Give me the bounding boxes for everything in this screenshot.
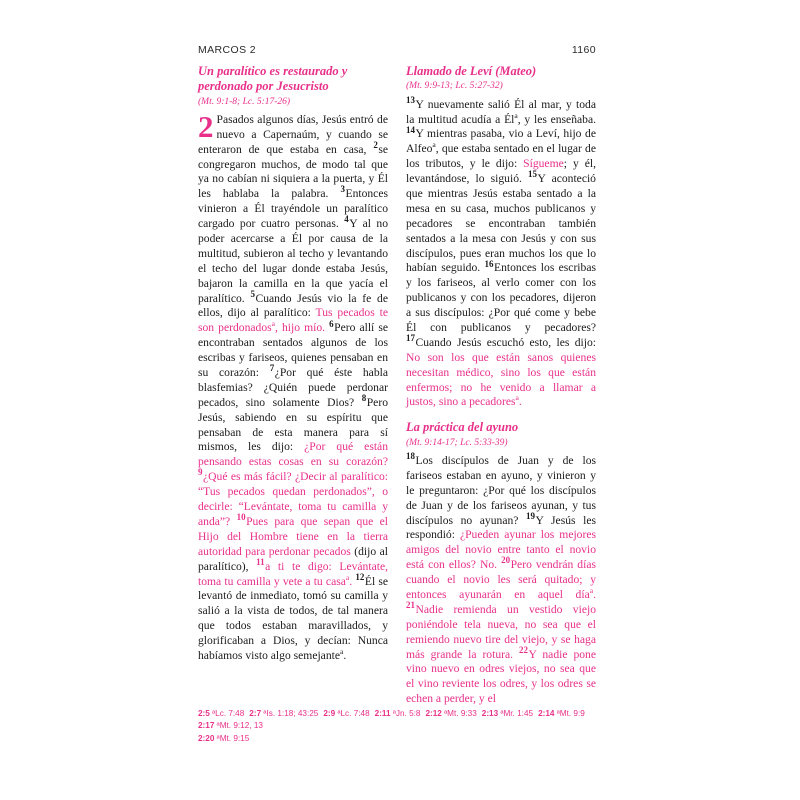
verse-number: 4 — [344, 214, 349, 225]
verse-text: Cuando Jesús vio la fe de ellos, dijo al paralítico: — [198, 291, 388, 320]
words-of-jesus: Pero vendrán días cuando el novio les será quitado; y entonces ayunarán en aquel día — [406, 558, 596, 601]
section-heading-xref: (Mt. 9:14-17; Lc. 5:33-39) — [406, 437, 508, 448]
section-heading-fasting: La práctica del ayuno — [406, 420, 519, 435]
footnote-marker: a — [340, 647, 344, 657]
verse-number: 19 — [526, 510, 536, 521]
footnote-ref: 2:14 — [538, 709, 555, 718]
footnote-text: ªMt. 9:9 — [556, 709, 585, 718]
words-of-jesus: Pues para que sepan que el Hijo del Hombre tiene en la tierra autoridad para perdonar pecados — [198, 514, 388, 558]
footnotes-block — [198, 708, 598, 745]
verse-paragraph — [406, 94, 596, 411]
verse-text: , y les enseñaba. — [517, 112, 596, 126]
footnote-entry — [198, 721, 263, 730]
verse-text: Pero allí se encontraban sentados algunos de los escribas y fariseos, quienes pensaban en su corazón: — [198, 321, 388, 380]
footnote-text: ªLc. 7:48 — [212, 709, 245, 718]
footnote-ref: 2:20 — [198, 733, 215, 743]
verse-number: 2 — [373, 139, 378, 150]
page-number: 1160 — [571, 44, 596, 56]
verse-number: 9 — [198, 467, 203, 478]
verse-text: Pero Jesús, sabiendo en su espíritu que pensaban de esta manera para sí mismos, les dijo: — [198, 395, 388, 454]
verse-text: Entonces los escribas y los fariseos, al verlo comer con los publicanos y con los pecadores, dijeron a sus discípulos: ¿Por qué come y bebe Él con publicanos y pecadores? — [406, 261, 596, 334]
section-heading-xref: (Mt. 9:9-13; Lc. 5:27-32) — [406, 81, 503, 92]
verse-text: , que estaba sentado en el lugar de los tributos, y le dijo: — [406, 142, 596, 171]
verse-text: . — [343, 648, 347, 662]
words-of-jesus: Y nadie pone vino nuevo en odres viejos, no sea que el vino reviente los odres, y los odres se echen a perder, y el — [406, 647, 596, 706]
verse-paragraph — [406, 451, 597, 707]
verse-text: Y nuevamente salió Él al mar, y toda la multitud acudía a Él — [406, 97, 596, 126]
verse-text: (dijo al paralítico), — [198, 544, 388, 573]
verse-number: 3 — [340, 184, 345, 195]
footnote-marker: a — [515, 393, 519, 403]
footnote-text: ªMr. 1:45 — [500, 709, 534, 718]
footnote-marker: a — [432, 140, 436, 150]
footnote-text: ªMt. 9:33 — [444, 709, 477, 718]
verse-number: 6 — [329, 318, 334, 329]
verse-number: 22 — [518, 644, 528, 655]
words-of-jesus: Sígueme — [523, 157, 564, 171]
verse-number: 13 — [406, 94, 415, 105]
verse-number: 17 — [406, 333, 415, 344]
chapter-number: 2 — [198, 108, 214, 144]
words-of-jesus: , hijo mío. — [275, 321, 326, 335]
verse-text: ¿Por qué éste habla blasfemias? ¿Quién puede perdonar pecados, sino solamente Dios? — [198, 366, 388, 409]
verse-number: 10 — [236, 512, 246, 523]
footnote-entry — [249, 709, 318, 718]
left-column — [198, 64, 388, 707]
verse-text: Y al no poder acercarse a Él por causa de la multitud, subieron al techo y levantando el techo del lugar donde estaba Jesús, bajaron la camilla en la que yacía el paralítico. — [198, 217, 388, 305]
footnote-text: ªJn. 5:8 — [392, 709, 421, 718]
words-of-jesus: ¿Por qué están pensando estas cosas en su corazón? — [198, 440, 388, 469]
footnote-text: ªLc. 7:48 — [337, 709, 370, 718]
footnote-entry — [198, 734, 249, 743]
words-of-jesus: ¿Qué es más fácil? ¿Decir al paralítico: “Tus pecados quedan perdonados”, o decirle: “Levántate, toma tu camilla y anda”? — [198, 470, 388, 528]
verse-number: 5 — [250, 288, 255, 299]
footnote-text: ªMt. 9:12, 13 — [216, 721, 263, 731]
verse-number: 21 — [406, 600, 415, 611]
right-column — [406, 64, 596, 707]
running-head — [198, 44, 596, 56]
section-heading-xref: (Mt. 9:1-8; Lc. 5:17-26) — [198, 96, 291, 107]
footnote-entry — [482, 709, 533, 718]
footnote-ref: 2:9 — [323, 709, 336, 718]
verse-number: 20 — [501, 555, 511, 566]
verse-text: Él se levantó de inmediato, tomó su camilla y salió a la vista de todos, de tal manera que todos estaban maravillados, y glorificaban a Dios, y decían: Nunca habíamos visto algo semejante — [198, 574, 389, 662]
footnote-ref: 2:11 — [374, 709, 391, 718]
footnote-entry — [375, 709, 421, 718]
verse-text: Y Jesús les respondió: — [406, 513, 596, 542]
footnote-marker: a — [589, 586, 594, 596]
words-of-jesus: . — [593, 588, 596, 601]
footnote-marker: a — [271, 319, 276, 329]
words-of-jesus: . — [518, 395, 522, 409]
footnote-entry — [323, 709, 369, 718]
verse-text: se congregaron muchos, de modo tal que ya no cabían ni siquiera a la puerta, y Él les hablaba la palabra. — [198, 142, 388, 201]
footnote-entry — [198, 709, 244, 718]
section-heading-levi: Llamado de Leví (Mateo) — [406, 64, 537, 78]
verse-number: 16 — [484, 258, 494, 269]
verse-text: Y aconteció que mientras Jesús estaba sentado a la mesa en su casa, muchos publicanos y pecadores se encontraban también sentados a la mesa con Jesús y con sus discípulos, pues eran muchos los que lo habían seguido. — [406, 172, 596, 275]
words-of-jesus: ¿Pueden ayunar los mejores amigos del novio entre tanto el novio está con ellos? No. — [406, 528, 597, 572]
verse-text: Pasados algunos días, Jesús entró de nuevo a Capernaúm, y cuando se enteraron de que estaba en casa, — [198, 112, 388, 156]
footnote-text: ªIs. 1:18; 43:25 — [263, 709, 319, 718]
verse-number: 7 — [269, 363, 275, 374]
verse-number: 15 — [528, 169, 538, 180]
footnote-ref: 2:7 — [249, 709, 262, 718]
footnote-ref: 2:12 — [425, 709, 442, 718]
footnote-ref: 2:13 — [481, 709, 499, 718]
footnote-marker: a — [345, 572, 350, 582]
verse-number: 12 — [355, 571, 365, 582]
footnote-entry — [538, 709, 585, 718]
running-head-book: MARCOS 2 — [198, 44, 257, 56]
section-heading-paralytic: Un paralítico es restaurado y perdonado por Jesucristo — [198, 64, 348, 94]
verse-text: . — [349, 574, 353, 588]
verse-text: Cuando Jesús escuchó esto, les dijo: — [415, 335, 596, 349]
verse-text: Entonces vinieron a Él trayéndole un paralítico cargado por cuatro personas. — [198, 187, 388, 231]
verse-number: 8 — [361, 392, 367, 403]
words-of-jesus: a ti te digo: Levántate, toma tu camilla y vete a tu casa — [198, 559, 388, 588]
footnote-text: ªMt. 9:15 — [216, 733, 250, 743]
footnote-entry — [425, 709, 476, 718]
words-of-jesus: No son los que están sanos quienes necesitan médico, sino los que están enfermos; no he venido a llamar a justos, sino a pecadores — [406, 350, 596, 409]
verse-text: Y mientras pasaba, vio a Leví, hijo de Alfeo — [406, 127, 596, 156]
footnote-ref: 2:5 — [198, 709, 210, 718]
verse-number: 11 — [256, 556, 265, 567]
text-columns — [198, 64, 596, 707]
footnote-ref: 2:17 — [198, 721, 215, 731]
verse-text: Los discípulos de Juan y de los fariseos estaban en ayuno, y vinieron y le preguntaron: ¿Por qué los discípulos de Juan y de los fariseos ayunan, y tus discípulos no ayunan? — [406, 453, 596, 527]
verse-paragraph — [198, 108, 389, 664]
verse-number: 14 — [406, 124, 415, 135]
words-of-jesus: Tus pecados te son perdonados — [198, 306, 388, 335]
footnote-marker: a — [514, 110, 518, 120]
verse-number: 18 — [406, 451, 415, 462]
words-of-jesus: Nadie remienda un vestido viejo poniéndole tela nueva, no sea que el remiendo nuevo tire del viejo, y se haga más grande la rotura. — [406, 602, 596, 661]
verse-text: ; y él, levantándose, lo siguió. — [406, 157, 596, 186]
